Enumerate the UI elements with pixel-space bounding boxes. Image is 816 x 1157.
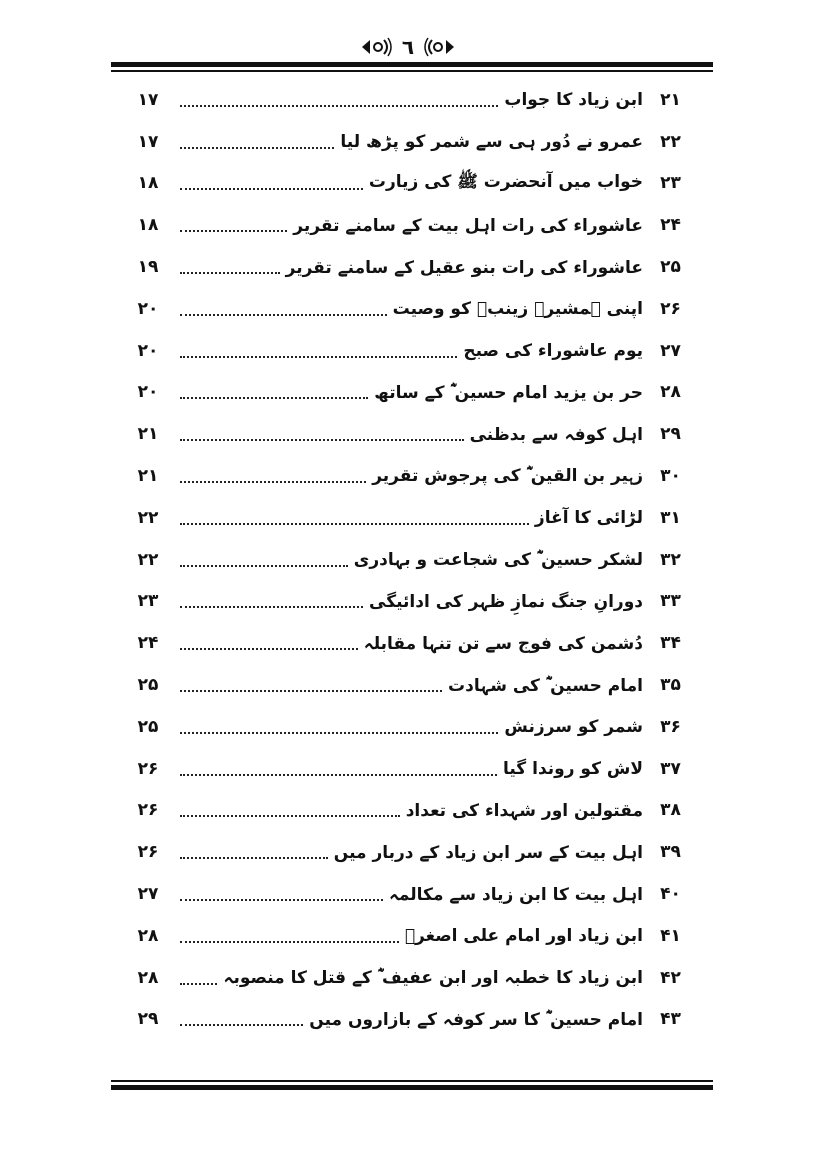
toc-page-number: ۱۸ [137, 173, 159, 194]
toc-entry-title: امام حسین ؓ کی شہادت [448, 675, 643, 696]
toc-row [118, 121, 698, 163]
toc-entry-number: ۲۴ [660, 215, 681, 236]
toc-page-number: ۲۱ [137, 424, 159, 445]
toc-row [118, 664, 698, 706]
toc-entry-number: ۴۲ [660, 967, 681, 988]
toc-leader-dots [180, 732, 498, 734]
toc-entry-number: ۲۹ [660, 424, 681, 445]
toc-leader-dots [180, 356, 457, 358]
toc-leader-dots [180, 690, 442, 692]
toc-entry-number: ۳۷ [660, 758, 681, 779]
toc-leader-dots [180, 105, 498, 107]
toc-entry-title: لڑائی کا آغاز [534, 507, 643, 528]
toc-leader-dots [180, 774, 497, 776]
toc-row [118, 163, 698, 205]
toc-leader-dots [180, 314, 387, 316]
toc-leader-dots [180, 188, 363, 190]
page-number: ٦ [401, 35, 415, 59]
bottom-rule-thin [111, 1080, 713, 1082]
toc-entry-title: اہل کوفہ سے بدظنی [469, 424, 643, 445]
toc-entry-title: ابن زیاد کا خطبہ اور ابن عفیف ؓ کے قتل کا منصوبہ [223, 968, 643, 989]
toc-leader-dots [180, 272, 280, 274]
toc-entry-title: خواب میں آنحضرت ﷺ کی زیارت [368, 171, 643, 192]
toc-entry-number: ۲۳ [660, 173, 681, 194]
toc-leader-dots [180, 481, 366, 483]
toc-entry-number: ۴۳ [660, 1009, 681, 1030]
toc-row [118, 288, 698, 330]
toc-entry-number: ۳۸ [660, 800, 681, 821]
toc-row [118, 372, 698, 414]
toc-page-number: ۲۸ [137, 967, 159, 988]
toc-leader-dots [180, 606, 363, 608]
toc-entry-number: ۳۲ [660, 549, 681, 570]
toc-row [118, 999, 698, 1041]
toc-leader-dots [180, 899, 383, 901]
toc-row [118, 790, 698, 832]
toc-entry-title: ابن زیاد کا جواب [504, 89, 643, 110]
toc-entry-title: عاشوراء کی رات اہل بیت کے سامنے تقریر [293, 215, 643, 236]
toc-entry-number: ۲۸ [660, 382, 681, 403]
table-of-contents [118, 79, 698, 1040]
toc-entry-title: عاشوراء کی رات بنو عقیل کے سامنے تقریر [285, 257, 643, 278]
toc-entry-title: دُشمن کی فوج سے تن تنہا مقابلہ [363, 633, 643, 654]
top-rule-thin [111, 70, 713, 72]
toc-entry-title: ابن زیاد اور امام علی اصغرؒ [404, 925, 643, 946]
toc-row [118, 957, 698, 999]
toc-row [118, 79, 698, 121]
toc-entry-title: لشکر حسین ؓ کی شجاعت و بہادری [353, 550, 643, 571]
toc-row [118, 706, 698, 748]
toc-leader-dots [180, 147, 334, 149]
toc-row [118, 246, 698, 288]
toc-entry-number: ۳۰ [660, 466, 681, 487]
toc-leader-dots [180, 230, 287, 232]
toc-leader-dots [180, 439, 464, 441]
toc-entry-number: ۳۴ [660, 633, 681, 654]
toc-row [118, 581, 698, 623]
toc-page-number: ۲۶ [137, 758, 159, 779]
toc-page-number: ۲۵ [137, 716, 159, 737]
toc-leader-dots [180, 523, 529, 525]
toc-row [118, 204, 698, 246]
toc-row [118, 455, 698, 497]
toc-entry-title: زہیر بن القین ؓ کی پرجوش تقریر [372, 466, 643, 487]
toc-page-number: ۲۸ [137, 925, 159, 946]
toc-entry-title: دورانِ جنگ نمازِ ظہر کی ادائیگی [369, 591, 643, 612]
toc-entry-number: ۲۵ [660, 257, 681, 278]
toc-row [118, 539, 698, 581]
page-header [0, 30, 816, 64]
toc-entry-title: اہل بیت کے سر ابن زیاد کے دربار میں [333, 842, 643, 863]
toc-page-number: ۲۰ [137, 382, 159, 403]
toc-page-number: ۲۲ [137, 549, 159, 570]
toc-leader-dots [180, 983, 217, 985]
toc-page-number: ۱۸ [137, 215, 159, 236]
toc-page-number: ۲۴ [137, 633, 159, 654]
toc-entry-number: ۴۰ [660, 884, 681, 905]
toc-leader-dots [180, 397, 368, 399]
toc-entry-title: اہل بیت کا ابن زیاد سے مکالمہ [388, 884, 643, 905]
toc-entry-number: ۲۶ [660, 298, 681, 319]
toc-entry-number: ۲۱ [660, 89, 681, 110]
bottom-rule-thick [111, 1085, 713, 1090]
toc-page-number: ۱۷ [137, 131, 159, 152]
toc-page-number: ۲۳ [137, 591, 159, 612]
toc-leader-dots [180, 648, 358, 650]
toc-entry-title: یوم عاشوراء کی صبح [463, 340, 643, 361]
toc-entry-title: حر بن یزید امام حسین ؓ کے ساتھ [374, 382, 643, 403]
toc-entry-number: ۴۱ [660, 925, 681, 946]
toc-page-number: ۲۷ [137, 884, 159, 905]
toc-leader-dots [180, 1024, 303, 1026]
toc-entry-number: ۲۷ [660, 340, 681, 361]
toc-entry-number: ۲۲ [660, 131, 681, 152]
toc-entry-title: عمرو نے دُور ہی سے شمر کو پڑھ لیا [340, 132, 643, 153]
toc-row [118, 497, 698, 539]
toc-page-number: ۲۶ [137, 842, 159, 863]
toc-entry-number: ۳۶ [660, 716, 681, 737]
toc-page-number: ۲۵ [137, 675, 159, 696]
toc-page-number: ۲۰ [137, 340, 159, 361]
toc-page-number: ۲۰ [137, 298, 159, 319]
toc-row [118, 873, 698, 915]
toc-row [118, 915, 698, 957]
toc-page-number: ۲۶ [137, 800, 159, 821]
top-rule-thick [111, 62, 713, 67]
toc-leader-dots [180, 815, 400, 817]
toc-page-number: ۲۲ [137, 507, 159, 528]
toc-row [118, 831, 698, 873]
toc-page-number: ۲۹ [137, 1009, 159, 1030]
toc-page-number: ۲۱ [137, 466, 159, 487]
page-number-ornament [360, 35, 456, 59]
toc-row [118, 330, 698, 372]
toc-page-number: ۱۷ [137, 89, 159, 110]
toc-leader-dots [180, 857, 328, 859]
toc-row [118, 622, 698, 664]
toc-page-number: ۱۹ [137, 257, 159, 278]
toc-entry-number: ۳۳ [660, 591, 681, 612]
toc-leader-dots [180, 941, 399, 943]
left-ornament-icon [360, 36, 394, 58]
toc-row [118, 748, 698, 790]
toc-entry-title: امام حسین ؓ کا سر کوفہ کے بازاروں میں [309, 1009, 643, 1030]
toc-row [118, 413, 698, 455]
toc-entry-number: ۳۱ [660, 507, 681, 528]
toc-entry-title: شمر کو سرزنش [504, 716, 643, 737]
toc-entry-number: ۳۹ [660, 842, 681, 863]
right-ornament-icon [422, 36, 456, 58]
toc-entry-title: مقتولین اور شہداء کی تعداد [405, 800, 643, 821]
toc-entry-number: ۳۵ [660, 675, 681, 696]
toc-entry-title: اپنی ہمشیرہ زینبؓ کو وصیت [392, 298, 643, 319]
toc-leader-dots [180, 565, 348, 567]
toc-entry-title: لاش کو روندا گیا [502, 758, 643, 779]
